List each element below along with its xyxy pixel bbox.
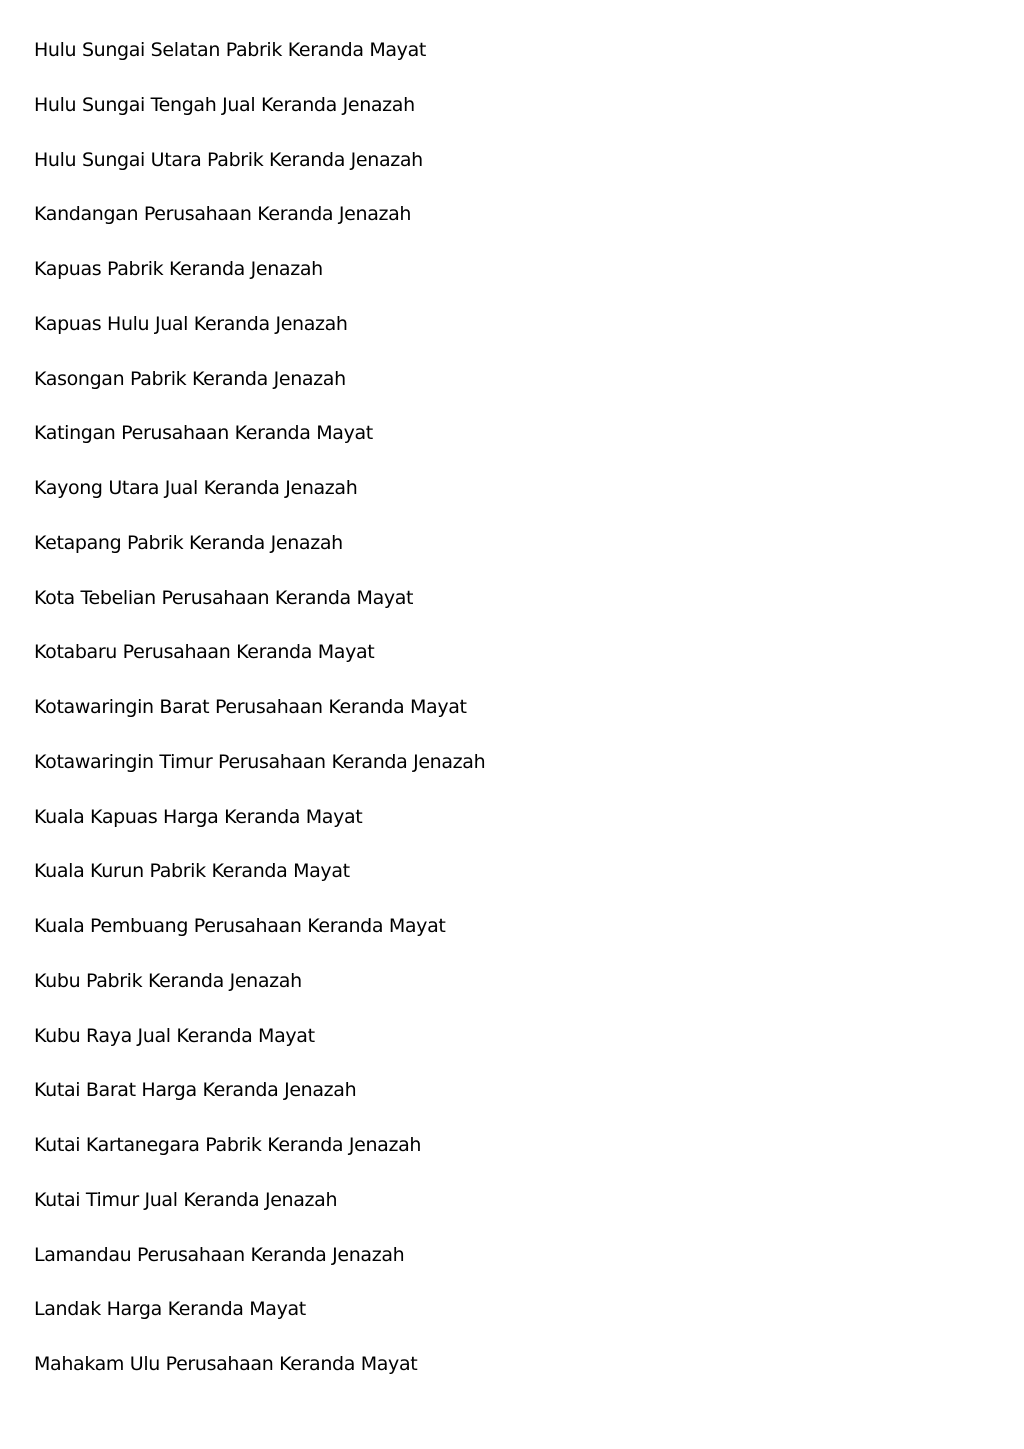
list-item: Kota Tebelian Perusahaan Keranda Mayat [34,586,414,609]
list-item: Kotawaringin Barat Perusahaan Keranda Mayat [34,696,467,718]
list-item: Kayong Utara Jual Keranda Jenazah [34,477,358,499]
list-item: Kotabaru Perusahaan Keranda Mayat [34,641,375,664]
list-item: Hulu Sungai Selatan Pabrik Keranda Mayat [34,39,426,61]
list-item: Landak Harga Keranda Mayat [34,1298,306,1321]
list-item: Kapuas Pabrik Keranda Jenazah [34,258,323,280]
list-item: Kapuas Hulu Jual Keranda Jenazah [34,312,348,335]
list-item: Kotawaringin Timur Perusahaan Keranda Jenazah [34,750,486,773]
list-item: Kutai Kartanegara Pabrik Keranda Jenazah [34,1134,422,1156]
list-item: Kutai Barat Harga Keranda Jenazah [34,1079,357,1102]
list-item: Kubu Raya Jual Keranda Mayat [34,1024,315,1047]
list-item: Kasongan Pabrik Keranda Jenazah [34,367,346,390]
list-item: Ketapang Pabrik Keranda Jenazah [34,531,343,554]
list-item: Kubu Pabrik Keranda Jenazah [34,969,302,992]
list-item: Kutai Timur Jual Keranda Jenazah [34,1188,338,1211]
list-item: Kandangan Perusahaan Keranda Jenazah [34,203,412,226]
list-item: Katingan Perusahaan Keranda Mayat [34,422,373,445]
list-item: Lamandau Perusahaan Keranda Jenazah [34,1243,405,1266]
list-item: Kuala Pembuang Perusahaan Keranda Mayat [34,915,446,937]
list-item: Mahakam Ulu Perusahaan Keranda Mayat [34,1353,418,1375]
location-list [34,36,485,1405]
list-item: Kuala Kapuas Harga Keranda Mayat [34,805,363,828]
list-item: Hulu Sungai Utara Pabrik Keranda Jenazah [34,148,423,171]
list-item: Kuala Kurun Pabrik Keranda Mayat [34,860,350,883]
list-item: Hulu Sungai Tengah Jual Keranda Jenazah [34,93,415,116]
